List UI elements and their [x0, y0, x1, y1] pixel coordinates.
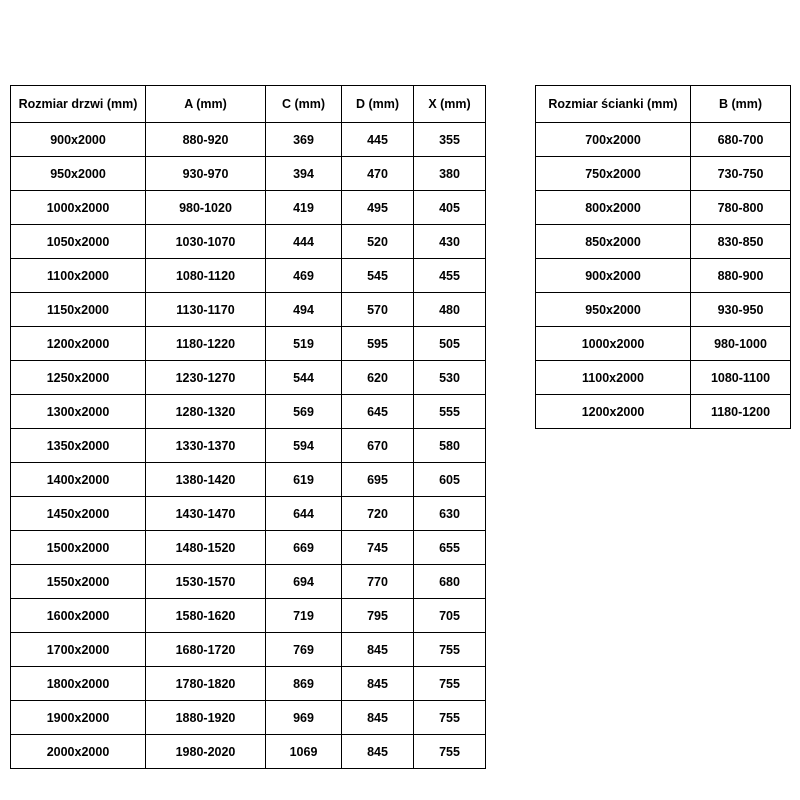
cell-x: 605	[414, 463, 486, 497]
table-row	[11, 259, 486, 293]
table-row	[11, 667, 486, 701]
cell-door-size: 1300x2000	[11, 395, 146, 429]
cell-b: 680-700	[691, 123, 791, 157]
cell-door-size: 2000x2000	[11, 735, 146, 769]
cell-a: 1580-1620	[146, 599, 266, 633]
cell-a: 930-970	[146, 157, 266, 191]
cell-wall-size: 800x2000	[536, 191, 691, 225]
cell-x: 580	[414, 429, 486, 463]
cell-x: 655	[414, 531, 486, 565]
cell-c: 694	[266, 565, 342, 599]
cell-door-size: 1100x2000	[11, 259, 146, 293]
cell-d: 770	[342, 565, 414, 599]
cell-c: 494	[266, 293, 342, 327]
table-row	[536, 361, 791, 395]
cell-a: 880-920	[146, 123, 266, 157]
table-row	[11, 225, 486, 259]
wall-size-table	[535, 85, 791, 429]
cell-b: 730-750	[691, 157, 791, 191]
cell-c: 719	[266, 599, 342, 633]
cell-d: 645	[342, 395, 414, 429]
cell-c: 669	[266, 531, 342, 565]
cell-door-size: 1350x2000	[11, 429, 146, 463]
cell-wall-size: 850x2000	[536, 225, 691, 259]
column-header-wall-size: Rozmiar ścianki (mm)	[536, 86, 691, 123]
cell-door-size: 1150x2000	[11, 293, 146, 327]
cell-door-size: 1000x2000	[11, 191, 146, 225]
cell-a: 1530-1570	[146, 565, 266, 599]
table-row	[536, 123, 791, 157]
cell-d: 595	[342, 327, 414, 361]
cell-b: 880-900	[691, 259, 791, 293]
cell-a: 1180-1220	[146, 327, 266, 361]
cell-a: 1030-1070	[146, 225, 266, 259]
cell-x: 530	[414, 361, 486, 395]
table-header-row	[11, 86, 486, 123]
cell-x: 355	[414, 123, 486, 157]
cell-a: 1980-2020	[146, 735, 266, 769]
cell-c: 569	[266, 395, 342, 429]
cell-c: 1069	[266, 735, 342, 769]
cell-wall-size: 1000x2000	[536, 327, 691, 361]
cell-door-size: 1600x2000	[11, 599, 146, 633]
cell-d: 445	[342, 123, 414, 157]
cell-d: 745	[342, 531, 414, 565]
cell-door-size: 1800x2000	[11, 667, 146, 701]
cell-d: 620	[342, 361, 414, 395]
cell-door-size: 1900x2000	[11, 701, 146, 735]
cell-d: 545	[342, 259, 414, 293]
cell-a: 1680-1720	[146, 633, 266, 667]
cell-c: 419	[266, 191, 342, 225]
cell-door-size: 1050x2000	[11, 225, 146, 259]
cell-c: 544	[266, 361, 342, 395]
table-row	[11, 565, 486, 599]
cell-door-size: 1500x2000	[11, 531, 146, 565]
cell-door-size: 900x2000	[11, 123, 146, 157]
cell-d: 720	[342, 497, 414, 531]
cell-x: 705	[414, 599, 486, 633]
cell-a: 1430-1470	[146, 497, 266, 531]
cell-b: 780-800	[691, 191, 791, 225]
table-row	[536, 395, 791, 429]
cell-a: 1330-1370	[146, 429, 266, 463]
cell-d: 670	[342, 429, 414, 463]
column-header-c: C (mm)	[266, 86, 342, 123]
column-header-d: D (mm)	[342, 86, 414, 123]
table-row	[536, 327, 791, 361]
cell-wall-size: 900x2000	[536, 259, 691, 293]
cell-x: 755	[414, 633, 486, 667]
cell-wall-size: 700x2000	[536, 123, 691, 157]
table-row	[536, 225, 791, 259]
cell-d: 845	[342, 735, 414, 769]
table-row	[11, 633, 486, 667]
cell-door-size: 1550x2000	[11, 565, 146, 599]
cell-wall-size: 950x2000	[536, 293, 691, 327]
cell-wall-size: 1200x2000	[536, 395, 691, 429]
table-row	[11, 395, 486, 429]
cell-door-size: 1250x2000	[11, 361, 146, 395]
table-row	[536, 293, 791, 327]
table-header-row	[536, 86, 791, 123]
cell-c: 394	[266, 157, 342, 191]
cell-c: 644	[266, 497, 342, 531]
table-row	[11, 497, 486, 531]
door-size-table	[10, 85, 486, 769]
cell-door-size: 950x2000	[11, 157, 146, 191]
table-row	[11, 361, 486, 395]
cell-x: 380	[414, 157, 486, 191]
cell-b: 1180-1200	[691, 395, 791, 429]
cell-b: 830-850	[691, 225, 791, 259]
table-row	[11, 191, 486, 225]
cell-d: 470	[342, 157, 414, 191]
cell-x: 455	[414, 259, 486, 293]
cell-b: 980-1000	[691, 327, 791, 361]
cell-x: 405	[414, 191, 486, 225]
cell-x: 680	[414, 565, 486, 599]
cell-x: 755	[414, 667, 486, 701]
cell-a: 1780-1820	[146, 667, 266, 701]
cell-d: 845	[342, 701, 414, 735]
cell-a: 1280-1320	[146, 395, 266, 429]
column-header-door-size: Rozmiar drzwi (mm)	[11, 86, 146, 123]
cell-a: 1880-1920	[146, 701, 266, 735]
cell-c: 519	[266, 327, 342, 361]
table-row	[11, 327, 486, 361]
cell-x: 505	[414, 327, 486, 361]
table-row	[536, 191, 791, 225]
cell-door-size: 1450x2000	[11, 497, 146, 531]
cell-a: 1080-1120	[146, 259, 266, 293]
cell-c: 969	[266, 701, 342, 735]
table-row	[11, 123, 486, 157]
cell-x: 480	[414, 293, 486, 327]
column-header-a: A (mm)	[146, 86, 266, 123]
cell-d: 695	[342, 463, 414, 497]
cell-d: 845	[342, 667, 414, 701]
cell-wall-size: 1100x2000	[536, 361, 691, 395]
cell-x: 630	[414, 497, 486, 531]
table-row	[11, 157, 486, 191]
table-row	[536, 259, 791, 293]
cell-c: 619	[266, 463, 342, 497]
cell-a: 1480-1520	[146, 531, 266, 565]
table-row	[11, 429, 486, 463]
cell-d: 795	[342, 599, 414, 633]
cell-wall-size: 750x2000	[536, 157, 691, 191]
cell-d: 570	[342, 293, 414, 327]
column-header-x: X (mm)	[414, 86, 486, 123]
cell-x: 430	[414, 225, 486, 259]
cell-c: 369	[266, 123, 342, 157]
table-row	[11, 463, 486, 497]
cell-c: 469	[266, 259, 342, 293]
cell-d: 845	[342, 633, 414, 667]
cell-b: 930-950	[691, 293, 791, 327]
cell-a: 980-1020	[146, 191, 266, 225]
cell-x: 755	[414, 735, 486, 769]
cell-a: 1230-1270	[146, 361, 266, 395]
cell-a: 1130-1170	[146, 293, 266, 327]
cell-d: 495	[342, 191, 414, 225]
cell-door-size: 1400x2000	[11, 463, 146, 497]
cell-a: 1380-1420	[146, 463, 266, 497]
cell-c: 869	[266, 667, 342, 701]
column-header-b: B (mm)	[691, 86, 791, 123]
cell-x: 755	[414, 701, 486, 735]
cell-c: 594	[266, 429, 342, 463]
cell-door-size: 1200x2000	[11, 327, 146, 361]
table-row	[536, 157, 791, 191]
table-row	[11, 599, 486, 633]
cell-b: 1080-1100	[691, 361, 791, 395]
cell-c: 444	[266, 225, 342, 259]
cell-d: 520	[342, 225, 414, 259]
table-row	[11, 735, 486, 769]
table-row	[11, 531, 486, 565]
cell-door-size: 1700x2000	[11, 633, 146, 667]
table-row	[11, 701, 486, 735]
cell-c: 769	[266, 633, 342, 667]
cell-x: 555	[414, 395, 486, 429]
table-row	[11, 293, 486, 327]
